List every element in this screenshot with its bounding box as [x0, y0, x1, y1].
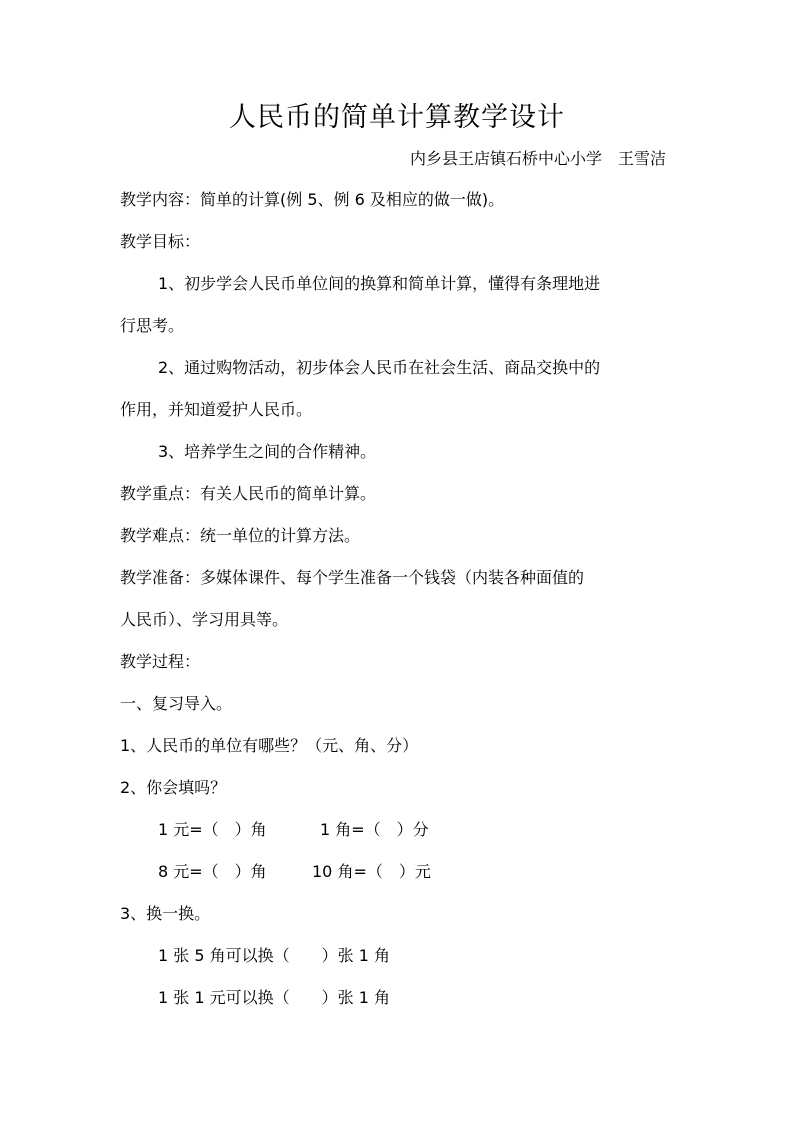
difficulty: 教学难点：统一单位的计算方法。 — [120, 526, 361, 545]
key-point: 教学重点：有关人民币的简单计算。 — [120, 484, 377, 503]
question-3: 3、换一换。 — [120, 904, 211, 923]
fill-2-left: 8 元=（ ）角 — [158, 862, 267, 881]
question-1: 1、人民币的单位有哪些？（元、角、分） — [120, 736, 419, 755]
process-heading: 教学过程： — [120, 652, 201, 671]
fill-1-left: 1 元=（ ）角 — [158, 820, 267, 839]
objective-1-line-2: 行思考。 — [120, 316, 185, 335]
section-1-heading: 一、复习导入。 — [120, 694, 233, 713]
fill-2-right: 10 角=（ ）元 — [312, 862, 431, 881]
document-title: 人民币的简单计算教学设计 — [229, 102, 565, 133]
objective-1-line-1: 1、初步学会人民币单位间的换算和简单计算，懂得有条理地进 — [158, 274, 601, 293]
objective-2-line-1: 2、通过购物活动，初步体会人民币在社会生活、商品交换中的 — [158, 358, 601, 377]
question-2: 2、你会填吗？ — [120, 778, 227, 797]
preparation-line-2: 人民币）、学习用具等。 — [120, 610, 289, 629]
teaching-content: 教学内容：简单的计算(例 5、例 6 及相应的做一做)。 — [120, 190, 505, 209]
objective-3: 3、培养学生之间的合作精神。 — [158, 442, 377, 461]
objectives-heading: 教学目标： — [120, 232, 201, 251]
exchange-2: 1 张 1 元可以换（ ）张 1 角 — [158, 988, 390, 1007]
preparation-line-1: 教学准备：多媒体课件、每个学生准备一个钱袋（内装各种面值的 — [120, 568, 585, 587]
exchange-1: 1 张 5 角可以换（ ）张 1 角 — [158, 946, 390, 965]
fill-1-right: 1 角=（ ）分 — [320, 820, 429, 839]
author-line: 内乡县王店镇石桥中心小学 王雪洁 — [409, 149, 666, 168]
objective-2-line-2: 作用，并知道爱护人民币。 — [120, 400, 313, 419]
